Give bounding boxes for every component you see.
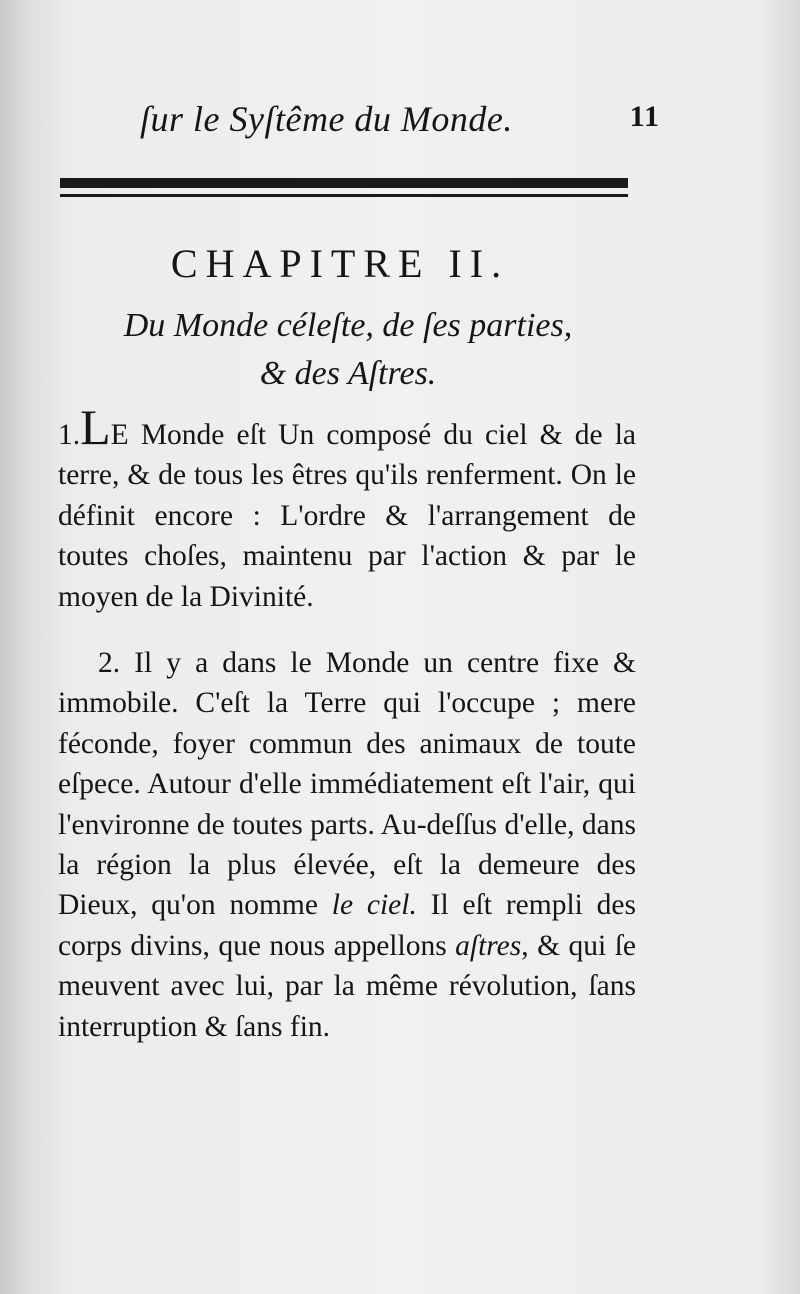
paragraph-1-text: E Monde eſt Un composé du ciel & de la terre, & de tous les êtres qu'ils renferment. On le définit encore : L'ordre & l'arrangement de toutes choſes, maintenu par l'action & par le moyen de la Divinité. bbox=[58, 419, 636, 613]
paragraph-2-text-b: Il eſt rempli des corps divins, que nous appellons bbox=[58, 889, 636, 962]
body-text bbox=[58, 399, 636, 1047]
paragraph-1 bbox=[58, 399, 636, 617]
header-rule-thin bbox=[60, 194, 628, 197]
drop-cap: L bbox=[80, 399, 111, 455]
paragraph-2-text-c: , & qui ſe meuvent avec lui, par la même révolution, ſans interruption & ſans fin. bbox=[58, 929, 636, 1043]
page-number: 11 bbox=[629, 100, 660, 133]
running-head bbox=[140, 98, 660, 146]
paragraph-2-italic-astres: aſtres bbox=[455, 929, 522, 962]
paragraph-1-number: 1. bbox=[58, 419, 81, 451]
paragraph-2 bbox=[58, 643, 636, 1047]
paragraph-2-text-a: 2. Il y a dans le Monde un centre fixe & immobile. C'eſt la Terre qui l'occupe ; mere féconde, foyer commun des animaux de toute eſpece. Autour d'elle immédiatement eſt l'air, qui l'environne de toutes parts. Au-deſſus d'elle, dans la région la plus élevée, eſt la demeure des Dieux, qu'on nomme bbox=[58, 647, 636, 922]
chapter-title: CHAPITRE II. bbox=[170, 241, 510, 286]
chapter-subtitle-line-1: Du Monde céleſte, de ſes parties, bbox=[123, 307, 573, 344]
running-head-title: ſur le Syſtême du Monde. bbox=[140, 99, 513, 139]
chapter-subtitle-line-2: & des Aſtres. bbox=[259, 355, 437, 392]
chapter-subtitle bbox=[58, 302, 638, 398]
paragraph-2-italic-ciel: le ciel. bbox=[331, 889, 417, 922]
header-rule-thick bbox=[60, 178, 628, 188]
